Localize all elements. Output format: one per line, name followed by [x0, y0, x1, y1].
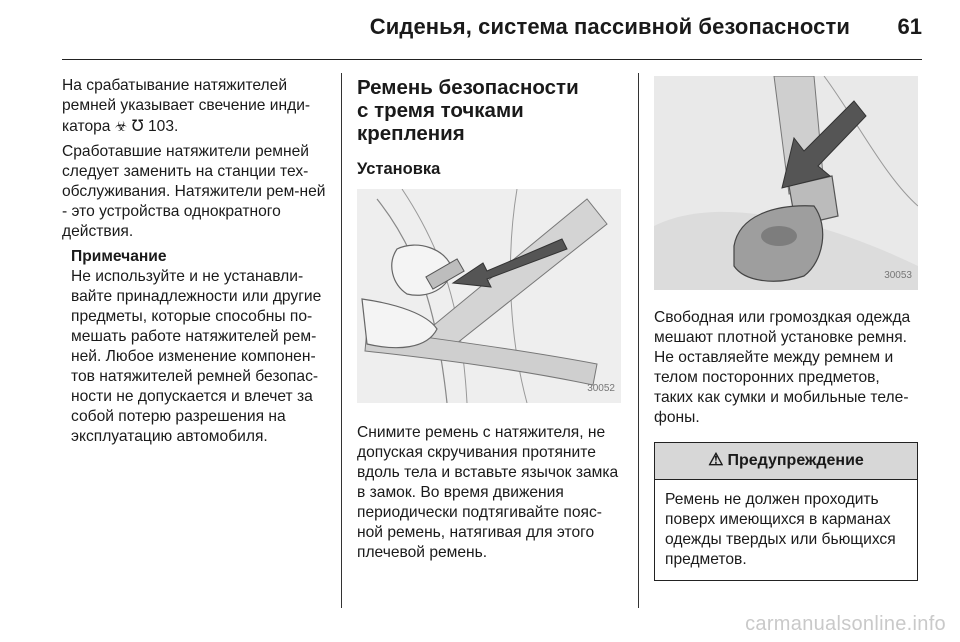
- column-divider-left: [341, 73, 342, 608]
- clothing-advice-paragraph: Свободная или громоздкая одежда мешают плотной установке ремня. Не оставляейте между ремнем и телом посторонних предметов, таких как сумки и мобильные теле-фоны.: [654, 309, 911, 426]
- illustration-code: 30053: [884, 270, 912, 281]
- replacement-paragraph: Сработавшие натяжители ремней следует заменить на станции тех-обслуживания. Натяжители рем-ней - это устройства однократного действия.: [62, 143, 326, 240]
- buckle-latch-illustration: [654, 76, 918, 290]
- warning-header: ⚠ Предупреждение: [655, 443, 917, 480]
- seatbelt-pretensioner-icon: ☣: [114, 118, 128, 134]
- header-rule: [62, 59, 922, 60]
- middle-column: [357, 76, 625, 568]
- warning-box: [654, 442, 918, 581]
- note-body: Не используйте и не устанавли-вайте принадлежности или другие предметы, которые способны по-мешать работе натяжителей рем-ней. Любое изменение компонен-тов натяжителей ремней безопас-ности не допускается и влечет за собой потерю разрешения на эксплуатацию автомобиля.: [71, 268, 322, 445]
- left-column: [62, 76, 334, 447]
- page-header-title: Сиденья, система пассивной безопасности: [369, 14, 850, 39]
- illustration-code: 30052: [587, 383, 615, 394]
- watermark: carmanualsonline.info: [745, 613, 946, 635]
- warning-triangle-icon: ⚠: [708, 450, 724, 469]
- subsection-title: Установка: [357, 160, 441, 178]
- seatbelt-fastening-illustration: [357, 189, 621, 403]
- right-column: [654, 76, 920, 581]
- section-title: Ремень безопасности с тремя точками крепления: [357, 76, 579, 145]
- pretensioner-indicator-paragraph: На срабатывание натяжителей ремней указывает свечение инди-катора ☣ ℧ 103.: [62, 77, 311, 135]
- warning-body: Ремень не должен проходить поверх имеющихся в карманах одежды твердых или бьющихся предметов.: [665, 491, 896, 568]
- fastening-instructions: Снимите ремень с натяжителя, не допуская скручивания протяните вдоль тела и вставьте язычок замка в замок. Во время движения периодически подтягивайте пояс-ной ремень, натягивая для этого плечевой ремень.: [357, 424, 619, 561]
- page-reference-arrow-icon: ℧: [131, 118, 144, 135]
- page-number: 61: [897, 14, 922, 39]
- column-divider-right: [638, 73, 639, 608]
- note-title: Примечание: [71, 248, 167, 265]
- note-block: [71, 247, 334, 447]
